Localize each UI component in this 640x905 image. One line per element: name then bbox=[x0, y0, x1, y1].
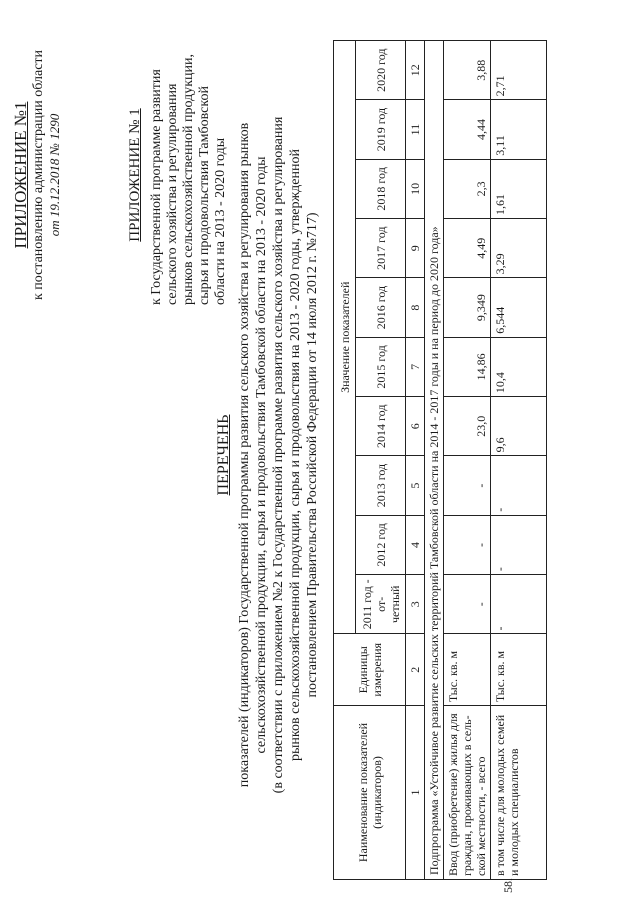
column-number: 3 bbox=[406, 575, 425, 634]
appendix-title: ПРИЛОЖЕНИЕ №1 bbox=[11, 101, 30, 249]
column-number: 11 bbox=[406, 100, 425, 159]
program-appendix-title: ПРИЛОЖЕНИЕ № 1 bbox=[127, 108, 143, 242]
program-appendix-block bbox=[127, 45, 229, 305]
header-unit-cell: Единицы измерения bbox=[334, 634, 406, 706]
header-block bbox=[13, 35, 63, 315]
value-cell: - bbox=[491, 456, 547, 515]
indicator-unit: Тыс. кв. м bbox=[444, 634, 491, 706]
title-line-5: постановлением Правительства Российской Федерации от 14 июля 2012 г. №717) bbox=[305, 212, 320, 698]
column-number: 5 bbox=[406, 456, 425, 515]
indicator-unit: Тыс. кв. м bbox=[491, 634, 547, 706]
value-cell: 9,349 bbox=[444, 278, 491, 337]
program-appendix-text: к Государственной программе развития сельского хозяйства и регулирования рынков сельскохозяйственной продукции, сырья и продовольствия Тамбовской области на 2013 - 2020 годы bbox=[149, 54, 228, 305]
value-cell: 10,4 bbox=[491, 337, 547, 396]
value-cell: 9,6 bbox=[491, 397, 547, 456]
indicator-name: в том числе для молодых семей и молодых специалистов bbox=[491, 706, 547, 880]
document-title: ПЕРЕЧЕНЬ bbox=[215, 414, 232, 496]
header-values-cell: Значение показателей bbox=[334, 41, 356, 634]
title-line-2: сельскохозяйственной продукции, сырья и продовольствия Тамбовской области на 2013 - 2020 годы bbox=[254, 156, 269, 754]
value-cell: - bbox=[444, 515, 491, 574]
value-cell: 3,11 bbox=[491, 100, 547, 159]
header-year-cell: 2018 год bbox=[356, 159, 406, 218]
title-line-3: (в соответствии с приложением №2 к Государственной программе развития сельского хозяйства и регулирования bbox=[271, 116, 286, 794]
value-cell: 4,44 bbox=[444, 100, 491, 159]
subprogram-section-row: Подпрограмма «Устойчивое развитие сельских территорий Тамбовской области на 2014 - 2017 годы и на период до 2020 года» bbox=[425, 41, 444, 880]
table-row bbox=[444, 41, 491, 880]
value-cell: - bbox=[491, 575, 547, 634]
header-year-cell: 2013 год bbox=[356, 456, 406, 515]
column-number: 4 bbox=[406, 515, 425, 574]
value-cell: 3,88 bbox=[444, 41, 491, 100]
value-cell: 1,61 bbox=[491, 159, 547, 218]
header-year-cell: 2012 год bbox=[356, 515, 406, 574]
header-year-cell: 2020 год bbox=[356, 41, 406, 100]
column-number: 10 bbox=[406, 159, 425, 218]
value-cell: 6,544 bbox=[491, 278, 547, 337]
header-year-cell: 2014 год bbox=[356, 397, 406, 456]
value-cell: - bbox=[444, 456, 491, 515]
table-row bbox=[491, 41, 547, 880]
header-name-cell: Наименование показателей (индикаторов) bbox=[334, 706, 406, 880]
document-title-block bbox=[215, 45, 321, 865]
header-year-cell: 2017 год bbox=[356, 219, 406, 278]
value-cell: - bbox=[491, 515, 547, 574]
document-page bbox=[5, 25, 615, 895]
column-number: 8 bbox=[406, 278, 425, 337]
header-year-cell: 2019 год bbox=[356, 100, 406, 159]
value-cell: 2,3 bbox=[444, 159, 491, 218]
header-year-cell: 2011 год - от-четный bbox=[356, 575, 406, 634]
column-number: 12 bbox=[406, 41, 425, 100]
column-number: 7 bbox=[406, 337, 425, 396]
value-cell: 23,0 bbox=[444, 397, 491, 456]
value-cell: 4,49 bbox=[444, 219, 491, 278]
column-number: 2 bbox=[406, 634, 425, 706]
indicator-name: Ввод (приобретение) жилья для граждан, проживающих в сель-ской местности, - всего bbox=[444, 706, 491, 880]
value-cell: 3,29 bbox=[491, 219, 547, 278]
value-cell: - bbox=[444, 575, 491, 634]
column-number: 9 bbox=[406, 219, 425, 278]
value-cell: 2,71 bbox=[491, 41, 547, 100]
title-line-1: показателей (индикаторов) Государственной программы развития сельского хозяйства и регулирования рынков bbox=[237, 122, 252, 788]
header-year-cell: 2016 год bbox=[356, 278, 406, 337]
row-number: 58. bbox=[501, 878, 515, 893]
resolution-line: к постановлению администрации области bbox=[31, 49, 46, 301]
resolution-date: от 19.12.2018 № 1290 bbox=[47, 113, 62, 237]
header-year-cell: 2015 год bbox=[356, 337, 406, 396]
value-cell: 14,86 bbox=[444, 337, 491, 396]
column-number: 6 bbox=[406, 397, 425, 456]
title-line-4: рынков сельскохозяйственной продукции, сырья и продовольствия на 2013 - 2020 годы, утвержденной bbox=[288, 149, 303, 761]
indicators-table bbox=[333, 40, 547, 880]
column-number: 1 bbox=[406, 706, 425, 880]
